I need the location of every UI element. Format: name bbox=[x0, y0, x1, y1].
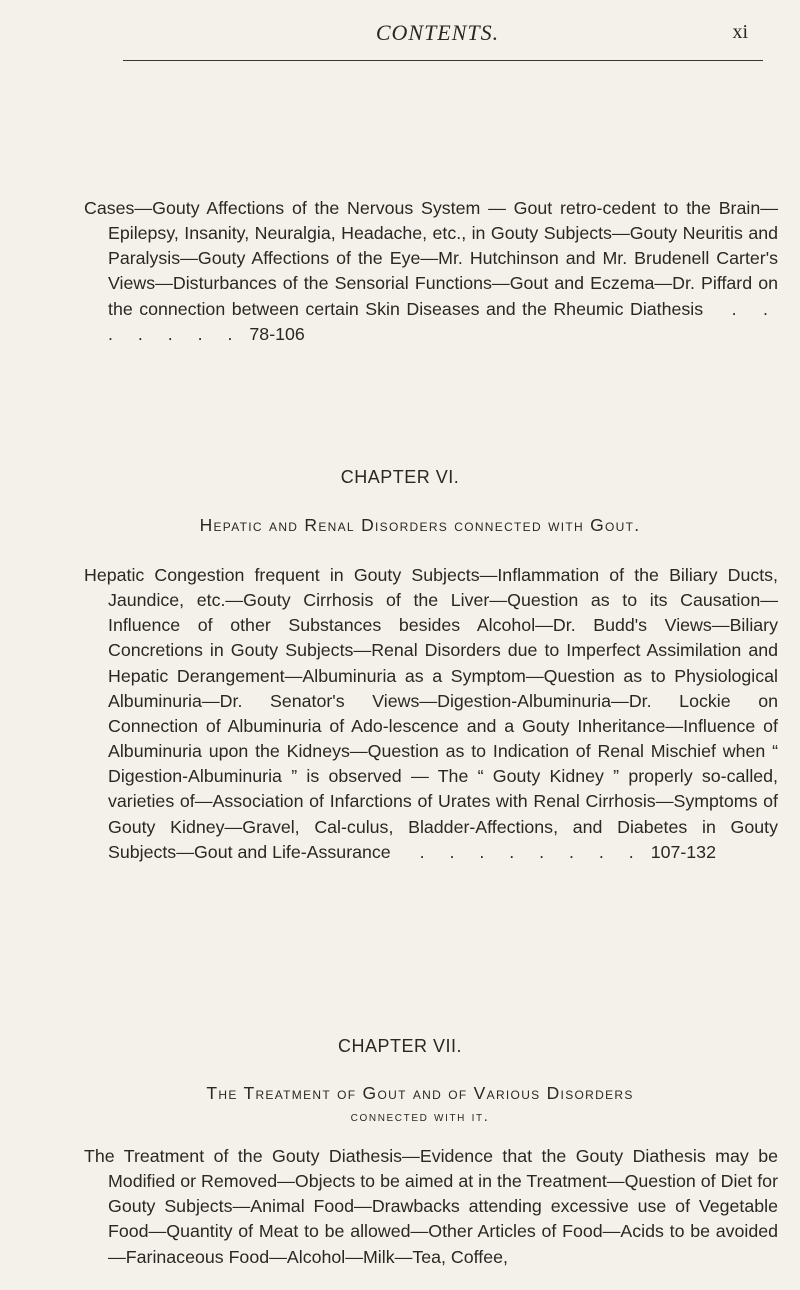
contents-entry-chapter-7 bbox=[84, 1144, 778, 1270]
entry-text: Cases—Gouty Affections of the Nervous System — Gout retro-cedent to the Brain—Epilepsy, Insanity, Neuralgia, Headache, etc., in Gouty Subjects—Gouty Neuritis and Paralysis—Gouty Affections of the Eye—Mr. Hutchinson and Mr. Brudenell Carter's Views—Disturbances of the Sensorial Functions—Gout and Eczema—Dr. Piffard on the connection between certain Skin Diseases and the Rheumic Diathesis bbox=[84, 198, 778, 319]
page-range: 78-106 bbox=[249, 323, 305, 344]
chapter-heading: CHAPTER VI. bbox=[340, 467, 460, 487]
chapter-title: The Treatment of Gout and of Various Disorders bbox=[206, 1083, 634, 1103]
dot-leaders: . . . . . . . bbox=[108, 298, 778, 344]
running-title: CONTENTS. bbox=[375, 20, 500, 45]
entry-text: Hepatic Congestion frequent in Gouty Subjects—Inflammation of the Biliary Ducts, Jaundice, etc.—Gouty Cirrhosis of the Liver—Question as to its Causation—Influence of other Substances besides Alcohol—Dr. Budd's Views—Biliary Concretions in Gouty Subjects—Renal Disorders due to Imperfect Assimilation and Hepatic Derangement—Albuminuria as a Symptom—Question as to Physiological Albuminuria—Dr. Senator's Views—Digestion-Albuminuria—Dr. Lockie on Connection of Albuminuria of Ado-lescence and a Gouty Inheritance—Influence of Albuminuria upon the Kidneys—Question as to Indication of Renal Mischief when “ Digestion-Albuminuria ” is observed — The “ Gouty Kidney ” properly so-called, varieties of—Association of Infarctions of Urates with Renal Cirrhosis—Symptoms of Gouty Kidney—Gravel, Cal-culus, Bladder-Affections, and Diabetes in Gouty Subjects—Gout and Life-Assurance bbox=[84, 565, 778, 862]
chapter-title-continued: connected with it. bbox=[350, 1109, 490, 1125]
dot-leaders: . . . . . . . . bbox=[419, 841, 644, 862]
contents-entry-chapter-6 bbox=[84, 563, 778, 865]
chapter-title: Hepatic and Renal Disorders connected with Gout. bbox=[199, 515, 641, 535]
chapter-heading: CHAPTER VII. bbox=[337, 1036, 463, 1056]
entry-text: The Treatment of the Gouty Diathesis—Evidence that the Gouty Diathesis may be Modified or Removed—Objects to be aimed at in the Treatment—Question of Diet for Gouty Subjects—Animal Food—Drawbacks attending excessive use of Vegetable Food—Quantity of Meat to be allowed—Other Articles of Food—Acids to be avoided—Farinaceous Food—Alcohol—Milk—Tea, Coffee, bbox=[84, 1146, 778, 1267]
contents-entry-chapter-5 bbox=[84, 196, 778, 347]
page-number: xi bbox=[732, 21, 748, 43]
page-range: 107-132 bbox=[650, 841, 716, 862]
running-head bbox=[125, 20, 750, 50]
header-rule bbox=[123, 60, 763, 61]
